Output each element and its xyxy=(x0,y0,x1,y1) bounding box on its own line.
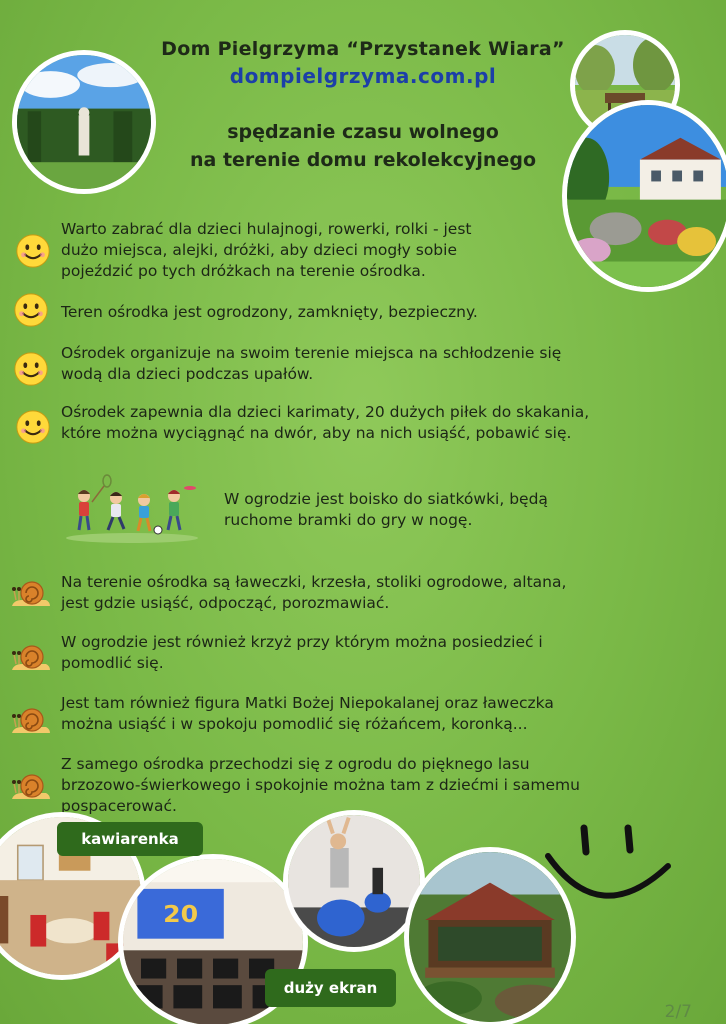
item-line: dużo miejsca, alejki, dróżki, aby dzieci mogły sobie xyxy=(61,241,457,259)
subtitle-line-2: na terenie domu rekolekcyjnego xyxy=(189,149,537,171)
list-item xyxy=(61,302,478,323)
snail-icon xyxy=(10,771,52,803)
item-line: Z samego ośrodka przechodzi się z ogrodu do pięknego lasu xyxy=(61,755,530,773)
photo-statue-garden xyxy=(12,50,156,194)
item-line: które można wyciągnąć na dwór, aby na nich usiąść, pobawić się. xyxy=(61,424,572,442)
snail-icon xyxy=(10,578,52,610)
item-line: Jest tam również figura Matki Bożej Niepokalanej oraz ławeczka xyxy=(61,694,554,712)
snail-icon xyxy=(10,705,52,737)
list-item xyxy=(61,572,566,614)
item-line: W ogrodzie jest również krzyż przy którym można posiedzieć i xyxy=(61,633,543,651)
website-link[interactable]: dompielgrzyma.com.pl xyxy=(229,64,497,88)
photo-house-garden xyxy=(562,100,726,292)
item-line: pospacerować. xyxy=(61,797,177,815)
smiley-icon xyxy=(14,408,52,446)
item-line: pojeździć po tych dróżkach na terenie ośrodka. xyxy=(61,262,426,280)
list-item xyxy=(61,402,589,444)
list-item xyxy=(61,754,580,817)
page-number: 2/7 xyxy=(664,1002,692,1022)
list-item xyxy=(61,632,543,674)
children-playing-icon xyxy=(62,474,202,544)
item-line: Ośrodek organizuje na swoim terenie miejsca na schłodzenie się xyxy=(61,344,562,362)
label-screen: duży ekran xyxy=(265,969,396,1007)
smiley-icon xyxy=(14,232,52,270)
list-item xyxy=(61,219,471,282)
item-line: wodą dla dzieci podczas upałów. xyxy=(61,365,314,383)
item-line: brzozowo-świerkowego i spokojnie można tam z dziećmi i samemu xyxy=(61,776,580,794)
item-line: ruchome bramki do gry w nogę. xyxy=(224,511,473,529)
smiley-icon xyxy=(12,350,50,388)
item-line: Teren ośrodka jest ogrodzony, zamknięty, bezpieczny. xyxy=(61,303,478,321)
photo-gazebo xyxy=(404,847,576,1024)
label-cafe: kawiarenka xyxy=(57,822,203,856)
item-line: jest gdzie usiąść, odpocząć, porozmawiać. xyxy=(61,594,390,612)
item-line: Na terenie ośrodka są ławeczki, krzesła, stoliki ogrodowe, altana, xyxy=(61,573,567,591)
page-title: Dom Pielgrzyma “Przystanek Wiara” xyxy=(161,38,565,60)
subtitle-line-1: spędzanie czasu wolnego xyxy=(227,121,499,143)
snail-icon xyxy=(10,642,52,674)
smiley-icon xyxy=(12,291,50,329)
item-line: W ogrodzie jest boisko do siatkówki, będą xyxy=(224,490,548,508)
item-line: Warto zabrać dla dzieci hulajnogi, rowerki, rolki - jest xyxy=(61,220,472,238)
item-line: pomodlić się. xyxy=(61,654,164,672)
list-item xyxy=(224,489,548,531)
svg-text:20: 20 xyxy=(163,900,199,928)
list-item xyxy=(61,693,554,735)
list-item xyxy=(61,343,561,385)
item-line: można usiąść i w spokoju pomodlić się różańcem, koronką... xyxy=(61,715,528,733)
item-line: Ośrodek zapewnia dla dzieci karimaty, 20 dużych piłek do skakania, xyxy=(61,403,590,421)
